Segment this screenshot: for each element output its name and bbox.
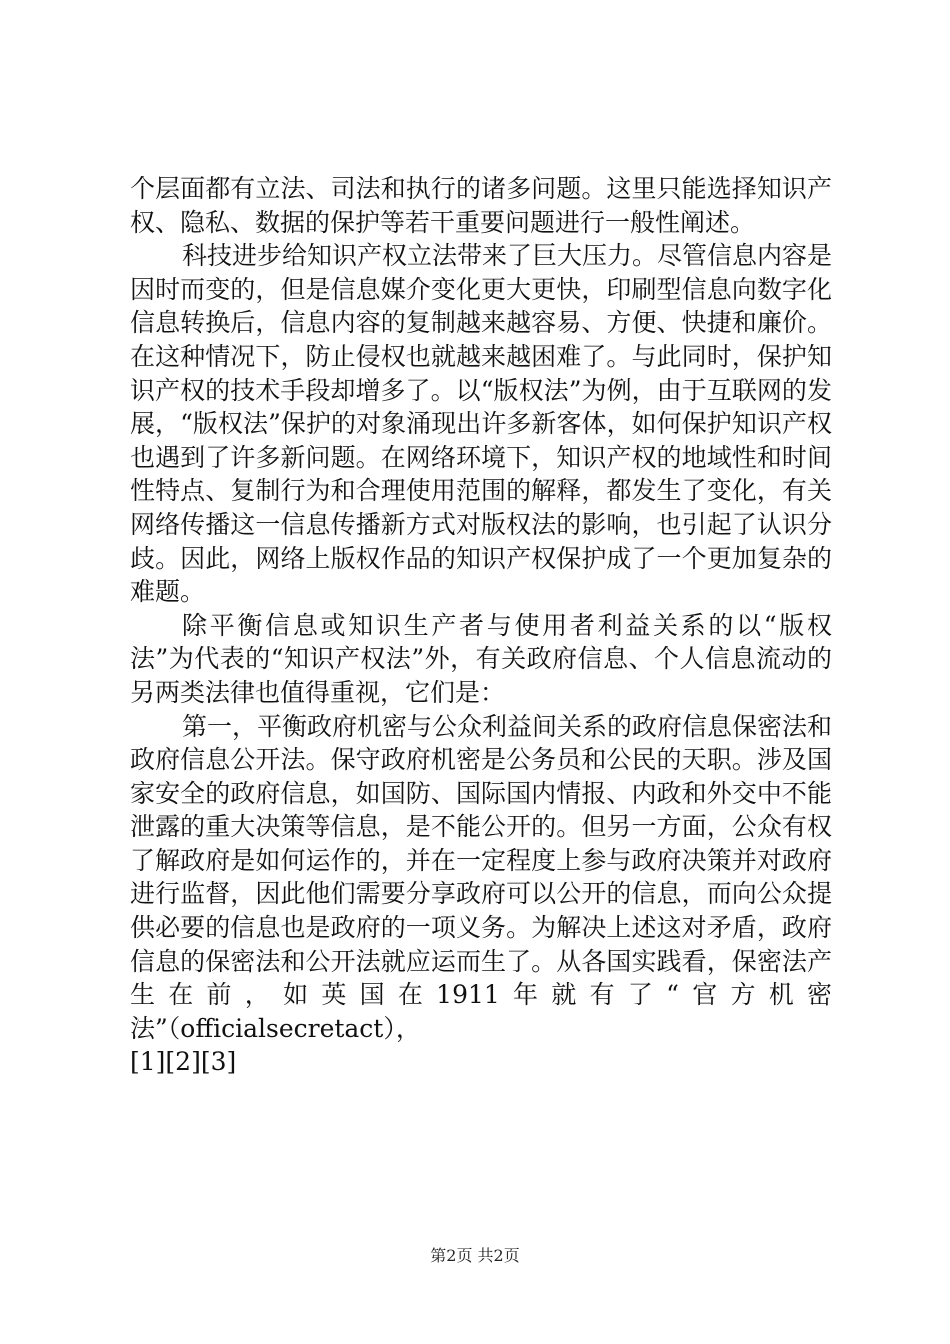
page-footer: 第2页 共2页 (430, 1246, 520, 1265)
paragraph-continuation: 个层面都有立法、司法和执行的诸多问题。这里只能选择知识产权、隐私、数据的保护等若干重要问题进行一般性阐述。 (130, 174, 832, 237)
document-body (130, 172, 832, 1079)
paragraph-government-info: 第一，平衡政府机密与公众利益间关系的政府信息保密法和政府信息公开法。保守政府机密是公务员和公民的天职。涉及国家安全的政府信息，如国防、国际国内情报、内政和外交中不能泄露的重大决策等信息，是不能公开的。但另一方面，公众有权了解政府是如何运作的，并在一定程度上参与政府决策并对政府进行监督，因此他们需要分享政府可以公开的信息，而向公众提供必要的信息也是政府的一项义务。为解决上述这对矛盾，政府信息的保密法和公开法就应运而生了。从各国实践看，保密法产生在前，如英国在1911年就有了“官方机密法”（officialsecretact）， (130, 711, 833, 1043)
paragraph-ip-law: 科技进步给知识产权立法带来了巨大压力。尽管信息内容是因时而变的，但是信息媒介变化更大更快，印刷型信息向数字化信息转换后，信息内容的复制越来越容易、方便、快捷和廉价。在这种情况下，防止侵权也就越来越困难了。与此同时，保护知识产权的技术手段却增多了。以“版权法”为例，由于互联网的发展，“版权法”保护的对象涌现出许多新客体，如何保护知识产权也遇到了许多新问题。在网络环境下，知识产权的地域性和时间性特点、复制行为和合理使用范围的解释，都发生了变化，有关网络传播这一信息传播新方式对版权法的影响，也引起了认识分歧。因此，网络上版权作品的知识产权保护成了一个更加复杂的难题。 (130, 241, 833, 607)
paragraph-other-laws: 除平衡信息或知识生产者与使用者利益关系的以“版权法”为代表的“知识产权法”外，有关政府信息、个人信息流动的另两类法律也值得重视，它们是： (130, 610, 832, 707)
reference-markers: [1][2][3] (130, 1047, 237, 1077)
